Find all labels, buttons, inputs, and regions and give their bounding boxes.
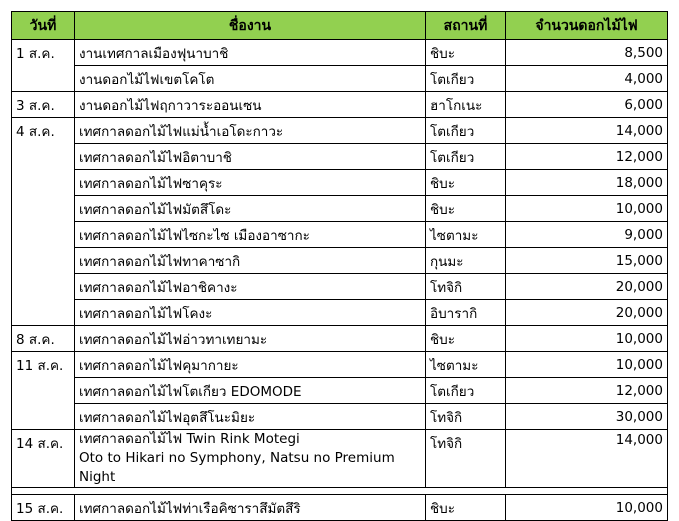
table-row bbox=[12, 222, 668, 248]
count-cell: 10,000 bbox=[506, 495, 668, 521]
event-name-cell: งานดอกไม้ไฟเขตโคโต bbox=[75, 66, 426, 92]
place-cell: อิบารากิ bbox=[426, 300, 506, 326]
place-cell: โตเกียว bbox=[426, 66, 506, 92]
event-name-cell: เทศกาลดอกไม้ไฟโตเกียว EDOMODE bbox=[75, 378, 426, 404]
count-cell: 15,000 bbox=[506, 248, 668, 274]
date-cell bbox=[12, 144, 75, 170]
event-name-cell bbox=[75, 430, 426, 488]
table-row bbox=[12, 300, 668, 326]
count-cell: 9,000 bbox=[506, 222, 668, 248]
count-cell: 14,000 bbox=[506, 118, 668, 144]
table-row bbox=[12, 118, 668, 144]
place-cell: โตเกียว bbox=[426, 118, 506, 144]
place-cell: ชิบะ bbox=[426, 495, 506, 521]
place-cell: โทจิกิ bbox=[426, 404, 506, 430]
event-name-cell: เทศกาลดอกไม้ไฟแม่น้ำเอโดะกาวะ bbox=[75, 118, 426, 144]
event-name-cell: เทศกาลดอกไม้ไฟทาคาซากิ bbox=[75, 248, 426, 274]
place-cell: กุนมะ bbox=[426, 248, 506, 274]
place-cell: ชิบะ bbox=[426, 170, 506, 196]
event-name-cell: เทศกาลดอกไม้ไฟอาชิคางะ bbox=[75, 274, 426, 300]
event-name-line-1: เทศกาลดอกไม้ไฟ Twin Rink Motegi bbox=[79, 431, 300, 447]
event-name-cell: เทศกาลดอกไม้ไฟคุมากายะ bbox=[75, 352, 426, 378]
date-cell: 11 ส.ค. bbox=[12, 352, 75, 378]
table-header-row bbox=[12, 12, 668, 40]
event-name-cell: เทศกาลดอกไม้ไฟอุตสึโนะมิยะ bbox=[75, 404, 426, 430]
event-name-cell: เทศกาลดอกไม้ไฟซาคุระ bbox=[75, 170, 426, 196]
event-name-line-2: Oto to Hikari no Symphony, Natsu no Premium Night bbox=[79, 450, 395, 485]
table-row bbox=[12, 92, 668, 118]
spacer-row bbox=[12, 488, 668, 495]
header-count: จำนวนดอกไม้ไฟ bbox=[506, 12, 668, 40]
place-cell: ชิบะ bbox=[426, 326, 506, 352]
place-cell: โทจิกิ bbox=[426, 430, 506, 488]
table-row bbox=[12, 274, 668, 300]
table-row bbox=[12, 430, 668, 488]
date-cell: 3 ส.ค. bbox=[12, 92, 75, 118]
event-name-cell: เทศกาลดอกไม้ไฟอิตาบาชิ bbox=[75, 144, 426, 170]
table-row bbox=[12, 144, 668, 170]
place-cell: โทจิกิ bbox=[426, 274, 506, 300]
table-row bbox=[12, 248, 668, 274]
date-cell bbox=[12, 274, 75, 300]
event-name-cell: เทศกาลดอกไม้ไฟอ่าวทาเทยามะ bbox=[75, 326, 426, 352]
place-cell: โตเกียว bbox=[426, 378, 506, 404]
event-name-cell: งานเทศกาลเมืองฟุนาบาชิ bbox=[75, 40, 426, 66]
count-cell: 8,500 bbox=[506, 40, 668, 66]
date-cell bbox=[12, 222, 75, 248]
count-cell: 10,000 bbox=[506, 196, 668, 222]
place-cell: ฮาโกเนะ bbox=[426, 92, 506, 118]
table-row bbox=[12, 378, 668, 404]
table-row bbox=[12, 495, 668, 521]
table-row bbox=[12, 404, 668, 430]
count-cell: 18,000 bbox=[506, 170, 668, 196]
table-row bbox=[12, 40, 668, 66]
count-cell: 20,000 bbox=[506, 300, 668, 326]
place-cell: ชิบะ bbox=[426, 196, 506, 222]
date-cell: 1 ส.ค. bbox=[12, 40, 75, 66]
date-cell: 15 ส.ค. bbox=[12, 495, 75, 521]
place-cell: ไซตามะ bbox=[426, 222, 506, 248]
count-cell: 10,000 bbox=[506, 326, 668, 352]
table-row bbox=[12, 326, 668, 352]
count-cell: 20,000 bbox=[506, 274, 668, 300]
date-cell: 4 ส.ค. bbox=[12, 118, 75, 144]
table-row bbox=[12, 352, 668, 378]
event-name-cell: เทศกาลดอกไม้ไฟท่าเรือคิซาราสึมัตสึริ bbox=[75, 495, 426, 521]
date-cell bbox=[12, 196, 75, 222]
count-cell: 14,000 bbox=[506, 430, 668, 488]
header-name: ชื่องาน bbox=[75, 12, 426, 40]
count-cell: 12,000 bbox=[506, 378, 668, 404]
date-cell bbox=[12, 248, 75, 274]
date-cell bbox=[12, 300, 75, 326]
fireworks-schedule-table bbox=[11, 11, 668, 521]
date-cell: 8 ส.ค. bbox=[12, 326, 75, 352]
date-cell bbox=[12, 170, 75, 196]
event-name-cell: เทศกาลดอกไม้ไฟมัตสึโดะ bbox=[75, 196, 426, 222]
count-cell: 10,000 bbox=[506, 352, 668, 378]
date-cell bbox=[12, 66, 75, 92]
count-cell: 6,000 bbox=[506, 92, 668, 118]
place-cell: โตเกียว bbox=[426, 144, 506, 170]
event-name-cell: งานดอกไม้ไฟฤกาวาระออนเซน bbox=[75, 92, 426, 118]
table-row bbox=[12, 196, 668, 222]
place-cell: ชิบะ bbox=[426, 40, 506, 66]
place-cell: ไซตามะ bbox=[426, 352, 506, 378]
date-cell bbox=[12, 378, 75, 404]
event-name-cell: เทศกาลดอกไม้ไฟไซกะไซ เมืองอาซากะ bbox=[75, 222, 426, 248]
header-place: สถานที่ bbox=[426, 12, 506, 40]
table-row bbox=[12, 170, 668, 196]
date-cell: 14 ส.ค. bbox=[12, 430, 75, 488]
count-cell: 12,000 bbox=[506, 144, 668, 170]
date-cell bbox=[12, 404, 75, 430]
header-date: วันที่ bbox=[12, 12, 75, 40]
count-cell: 4,000 bbox=[506, 66, 668, 92]
event-name-cell: เทศกาลดอกไม้ไฟโคงะ bbox=[75, 300, 426, 326]
count-cell: 30,000 bbox=[506, 404, 668, 430]
table-row bbox=[12, 66, 668, 92]
